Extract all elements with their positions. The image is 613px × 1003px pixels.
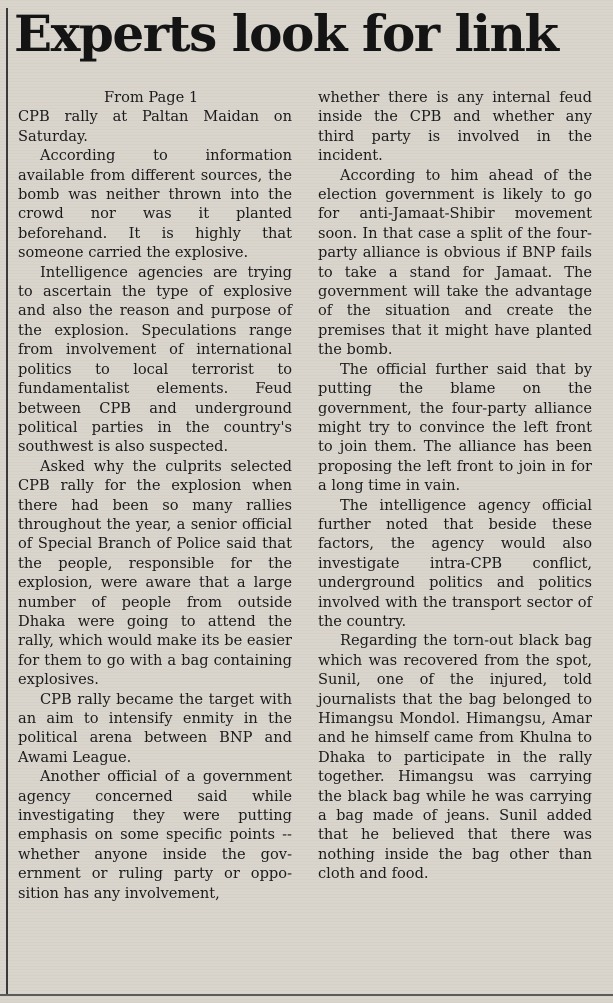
jump-line: From Page 1 [104,89,199,106]
paragraph: Another official of a government agency concerned said while investigating they were putting emphasis on some specific points -- whether anyone inside the government or ruling party or opposition has any involvement, [18,768,292,902]
paragraph: The intelligence agency official further noted that beside these factors, the agency would also investigate intra-CPB conflict, underground politics and politics involved with the transport sector of the country. [318,496,592,630]
paragraph: Intelligence agencies are trying to ascertain the type of explosive and also the reason and purpose of the explosion. Speculations range from involvement of international politics to local terrorist to fundamentalist elements. Feud between CPB and underground political parties in the country's southwest is also suspected. [18,263,292,456]
headline: Experts look for link [14,4,558,63]
paragraph: Asked why the culprits selected CPB rally for the explosion when there had been so many rallies throughout the year, a senior official of Special Branch of Police said that the people, responsible for the explosion, were aware that a large number of people from outside Dhaka were going to attend the rally, which would make its be easier for them to go with a bag containing explosives. [18,457,292,689]
paragraph: whether there is any internal feud inside the CPB and whether any third party is involved in the incident. [318,89,592,165]
right-column [318,88,592,884]
left-column [18,88,292,903]
left-column-rule [6,8,8,996]
bottom-rule [0,994,613,996]
paragraph: CPB rally at Paltan Maidan on Saturday. [18,108,292,145]
paragraph: According to him ahead of the election government is likely to go for anti-Jamaat-Shibir movement soon. In that case a split of the four-party alliance is obvious if BNP fails to take a stand for Jamaat. The government will take the advantage of the situation and create the premises that it might have planted the bomb. [318,166,592,359]
paragraph: The official further said that by putting the blame on the government, the four-party alliance might try to convince the left front to join them. The alliance has been proposing the left front to join in for a long time in vain. [318,360,592,495]
paragraph: According to information available from different sources, the bomb was neither thrown into the crowd nor was it planted beforehand. It is highly that someone carried the explosive. [18,147,292,262]
paragraph: CPB rally became the target with an aim to intensify enmity in the political arena between BNP and Awami League. [18,690,292,766]
paragraph: Regarding the torn-out black bag which was recovered from the spot, Sunil, one of the injured, told journalists that the bag belonged to Himangsu Mondol. Himangsu, Amar and he himself came from Khulna to Dhaka to participate in the rally together. Himangsu was carrying the black bag while he was carrying a bag made of jeans. Sunil added that he believed that there was nothing inside the bag other than cloth and food. [318,632,592,883]
